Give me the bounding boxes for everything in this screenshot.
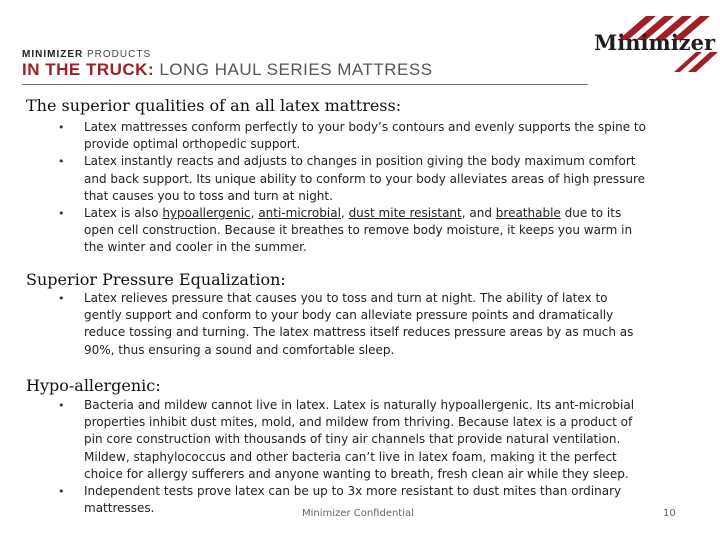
bullet-icon: •	[58, 399, 65, 412]
list-item	[58, 119, 648, 153]
headline-red: IN THE TRUCK:	[22, 60, 155, 79]
bullet-text-part: , and	[461, 206, 496, 221]
bullet-text-part: ,	[340, 206, 349, 221]
slide-footer	[0, 508, 720, 528]
pressure-list	[58, 290, 648, 359]
slide-header	[0, 0, 720, 90]
kicker-brand: MINIMIZER	[22, 49, 84, 60]
bullet-text-part: Latex is also	[84, 206, 163, 221]
link-dust-mite-resistant[interactable]: dust mite resistant	[348, 206, 462, 221]
kicker-products: PRODUCTS	[87, 49, 152, 60]
list-item	[58, 397, 648, 483]
bullet-text: Independent tests prove latex can be up to 3x more resistant to dust mites than ordinary mattresses.	[84, 484, 622, 516]
bullet-icon: •	[58, 207, 65, 221]
bullet-text: Latex instantly reacts and adjusts to changes in position giving the body maximum comfort and back support. Its unique ability to conform to your body alleviates areas of high pressure that causes you to toss and turn at night.	[84, 154, 646, 203]
section-title-qualities: The superior qualities of an all latex mattress:	[26, 96, 402, 115]
headline-grey: LONG HAUL SERIES MATTRESS	[159, 60, 433, 79]
section-title-pressure: Superior Pressure Equalization:	[26, 270, 286, 289]
page-number: 10	[663, 508, 676, 519]
bullet-icon: •	[58, 155, 65, 169]
link-hypoallergenic[interactable]: hypoallergenic	[162, 206, 251, 221]
bullet-icon: •	[58, 485, 65, 499]
confidential-label: Minimizer Confidential	[302, 508, 414, 519]
bullet-text-part: due to its open cell construction. Because it breathes to remove body moisture, it keeps you warm in the winter and cooler in the summer.	[84, 206, 633, 255]
bullet-icon: •	[58, 121, 65, 134]
slide-headline	[22, 60, 433, 80]
bullet-text: Bacteria and mildew cannot live in latex. Latex is naturally hypoallergenic. Its ant-microbial properties inhibit dust mites, mold, and mildew from thriving. Because latex is a product of pin core construction with thousands of tiny air channels that provide natural ventilation. Mildew, staphylococcus and other bacteria can’t live in latex foam, making it the perfect choice for allergy sufferers and anyone wanting to breath, fresh clean air while they sleep.	[84, 398, 635, 481]
link-breathable[interactable]: breathable	[495, 206, 561, 221]
bullet-icon: •	[58, 292, 65, 305]
header-rule	[22, 84, 588, 85]
list-item	[58, 205, 648, 257]
list-item	[58, 153, 648, 205]
hypoallergenic-list	[58, 397, 648, 517]
bullet-text: Latex mattresses conform perfectly to your body’s contours and evenly supports the spine to provide optimal orthopedic support.	[84, 120, 646, 152]
header-kicker	[22, 49, 151, 60]
section-title-hypoallergenic: Hypo-allergenic:	[26, 376, 161, 395]
qualities-list	[58, 119, 648, 257]
bullet-text-part: ,	[250, 206, 259, 221]
bullet-text: Latex relieves pressure that causes you to toss and turn at night. The ability of latex to gently support and conform to your body can alleviate pressure points and dramatically reduce tossing and turning. The latex mattress itself reduces pressure areas by as much as 90%, thus ensuring a sound and comfortable sleep.	[84, 291, 634, 357]
logo-wordmark: Minimizer	[594, 30, 716, 55]
link-anti-microbial[interactable]: anti-microbial	[258, 206, 341, 221]
list-item	[58, 290, 648, 359]
